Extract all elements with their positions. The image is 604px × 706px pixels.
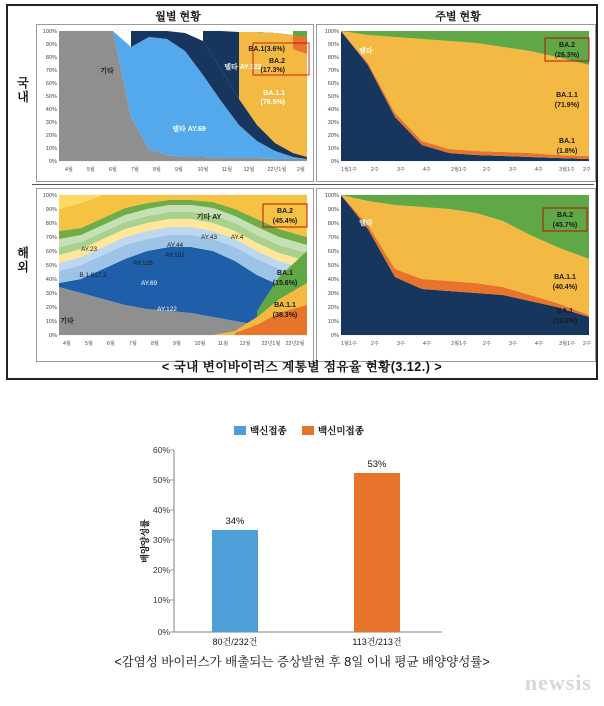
svg-text:(38.3%): (38.3%) — [272, 312, 298, 319]
variant-share-panel — [6, 4, 598, 380]
svg-text:BA.2: BA.2 — [559, 42, 575, 49]
svg-text:4주: 4주 — [423, 167, 431, 173]
svg-text:AY.44: AY.44 — [166, 242, 184, 249]
svg-text:90%: 90% — [327, 207, 339, 213]
svg-text:9월: 9월 — [173, 341, 181, 347]
svg-text:7월: 7월 — [131, 167, 139, 173]
svg-text:8월: 8월 — [151, 341, 159, 347]
svg-text:기타: 기타 — [60, 318, 74, 325]
svg-text:70%: 70% — [45, 68, 57, 74]
svg-text:BA.1.1: BA.1.1 — [556, 92, 578, 99]
svg-text:6월: 6월 — [107, 341, 115, 347]
svg-text:0%: 0% — [48, 159, 57, 165]
svg-text:60%: 60% — [152, 445, 170, 455]
svg-text:델타 AY.69: 델타 AY.69 — [172, 126, 206, 133]
svg-text:BA.2: BA.2 — [269, 58, 285, 65]
column-header-monthly: 월별 현황 — [138, 8, 218, 26]
svg-text:AY.126: AY.126 — [133, 260, 153, 267]
panel-divider — [32, 184, 594, 185]
svg-text:30%: 30% — [45, 120, 57, 126]
svg-text:기타: 기타 — [100, 68, 114, 75]
svg-text:델타: 델타 — [359, 220, 373, 227]
svg-text:12월: 12월 — [239, 341, 251, 347]
svg-text:30%: 30% — [327, 120, 339, 126]
svg-text:BA.1.1: BA.1.1 — [554, 274, 576, 281]
svg-text:4월: 4월 — [65, 167, 73, 173]
svg-text:20%: 20% — [45, 133, 57, 139]
svg-text:50%: 50% — [45, 94, 57, 100]
svg-text:AY.102: AY.102 — [165, 252, 185, 259]
svg-text:(17.3%): (17.3%) — [260, 67, 285, 74]
svg-text:델타: 델타 — [359, 48, 373, 55]
svg-text:10%: 10% — [327, 319, 339, 325]
svg-text:50%: 50% — [45, 263, 57, 269]
svg-text:10%: 10% — [327, 146, 339, 152]
watermark-text: newsis — [524, 670, 592, 695]
svg-text:BA.1: BA.1 — [277, 270, 293, 277]
svg-text:배양양성률: 배양양성률 — [140, 519, 150, 563]
svg-text:2주: 2주 — [483, 341, 491, 347]
svg-text:1월1주: 1월1주 — [341, 341, 357, 347]
svg-text:AY.23: AY.23 — [80, 246, 98, 253]
svg-text:BA.2: BA.2 — [557, 212, 573, 219]
svg-text:12월: 12월 — [243, 167, 255, 173]
svg-text:AY.43: AY.43 — [200, 234, 218, 241]
svg-text:3월1주: 3월1주 — [559, 167, 575, 173]
svg-text:B.1.617.2: B.1.617.2 — [79, 272, 107, 279]
svg-text:백신접종: 백신접종 — [250, 426, 287, 437]
svg-text:60%: 60% — [45, 249, 57, 255]
svg-text:AY.4: AY.4 — [230, 234, 244, 241]
row-label-overseas-text: 해외 — [17, 246, 29, 274]
svg-text:100%: 100% — [42, 29, 57, 35]
svg-text:(40.4%): (40.4%) — [552, 284, 578, 291]
svg-text:20%: 20% — [327, 133, 339, 139]
bottom-caption: <감염성 바이러스가 배출되는 증상발현 후 8일 이내 평균 배양양성률> — [114, 655, 490, 669]
svg-text:0%: 0% — [48, 333, 57, 339]
svg-text:0%: 0% — [157, 627, 170, 637]
svg-text:2주: 2주 — [483, 167, 491, 173]
chart-overseas-monthly — [36, 188, 314, 362]
svg-text:6월: 6월 — [109, 167, 117, 173]
svg-text:(1.8%): (1.8%) — [556, 148, 578, 155]
svg-text:20%: 20% — [45, 305, 57, 311]
svg-text:백신미접종: 백신미접종 — [318, 426, 364, 437]
svg-text:AY.122: AY.122 — [157, 306, 177, 313]
svg-text:4주: 4주 — [535, 341, 543, 347]
svg-text:11월: 11월 — [221, 167, 233, 173]
svg-text:10%: 10% — [45, 146, 57, 152]
svg-text:70%: 70% — [327, 68, 339, 74]
svg-text:2주: 2주 — [371, 167, 379, 173]
panel-caption: < 국내 변이바이러스 계통별 점유율 현황(3.12.) > — [161, 360, 443, 374]
svg-text:(71.9%): (71.9%) — [554, 102, 580, 109]
legend — [234, 425, 365, 437]
svg-text:(15.6%): (15.6%) — [272, 280, 298, 287]
svg-text:53%: 53% — [367, 459, 387, 470]
svg-text:AY.69: AY.69 — [140, 280, 158, 287]
svg-text:10월: 10월 — [197, 167, 209, 173]
svg-text:50%: 50% — [327, 94, 339, 100]
svg-text:22년1월: 22년1월 — [267, 167, 287, 173]
svg-text:40%: 40% — [327, 107, 339, 113]
svg-text:기타 AY: 기타 AY — [196, 214, 222, 221]
svg-text:10%: 10% — [152, 595, 170, 605]
svg-text:22년1월: 22년1월 — [261, 341, 281, 347]
svg-text:(26.3%): (26.3%) — [554, 52, 580, 59]
svg-text:70%: 70% — [45, 235, 57, 241]
svg-text:40%: 40% — [45, 107, 57, 113]
svg-text:80%: 80% — [327, 221, 339, 227]
svg-text:70%: 70% — [327, 235, 339, 241]
svg-text:60%: 60% — [327, 81, 339, 87]
watermark — [525, 670, 592, 696]
svg-text:10%: 10% — [45, 319, 57, 325]
chart-domestic-monthly — [36, 24, 314, 182]
svg-text:3월1주: 3월1주 — [559, 341, 575, 347]
svg-text:50%: 50% — [152, 475, 170, 485]
row-label-domestic-text: 국내 — [17, 76, 29, 104]
svg-text:3주: 3주 — [397, 341, 405, 347]
svg-text:BA.1.1: BA.1.1 — [263, 90, 285, 97]
svg-text:5월: 5월 — [85, 341, 93, 347]
svg-text:4월: 4월 — [63, 341, 71, 347]
svg-text:1월1주: 1월1주 — [341, 167, 357, 173]
svg-text:4주: 4주 — [423, 341, 431, 347]
svg-text:2월: 2월 — [297, 167, 305, 173]
svg-text:30%: 30% — [45, 291, 57, 297]
svg-text:델타 AY.122: 델타 AY.122 — [224, 64, 262, 71]
svg-text:(45.4%): (45.4%) — [272, 218, 298, 225]
svg-text:3주: 3주 — [397, 167, 405, 173]
svg-text:2월1주: 2월1주 — [451, 167, 467, 173]
chart-overseas-weekly — [316, 188, 596, 362]
row-label-overseas — [12, 246, 34, 274]
svg-text:2월1주: 2월1주 — [451, 341, 467, 347]
svg-text:2주: 2주 — [371, 341, 379, 347]
svg-text:(13.5%): (13.5%) — [552, 318, 578, 325]
svg-text:20%: 20% — [327, 305, 339, 311]
svg-text:(45.7%): (45.7%) — [552, 222, 578, 229]
svg-text:30%: 30% — [327, 291, 339, 297]
svg-text:22년2월: 22년2월 — [285, 341, 305, 347]
svg-text:90%: 90% — [45, 207, 57, 213]
svg-text:BA.1(3.6%): BA.1(3.6%) — [248, 46, 285, 53]
svg-text:0%: 0% — [330, 333, 339, 339]
chart-culture-positive-rate — [6, 404, 598, 654]
svg-text:90%: 90% — [327, 42, 339, 48]
svg-text:100%: 100% — [324, 193, 339, 199]
svg-text:BA.1: BA.1 — [557, 308, 573, 315]
svg-text:11월: 11월 — [217, 341, 229, 347]
svg-text:8월: 8월 — [153, 167, 161, 173]
svg-text:90%: 90% — [45, 42, 57, 48]
svg-text:80건/232건: 80건/232건 — [212, 637, 258, 647]
svg-text:10월: 10월 — [194, 341, 206, 347]
svg-text:9월: 9월 — [175, 167, 183, 173]
svg-text:50%: 50% — [327, 263, 339, 269]
svg-text:80%: 80% — [45, 55, 57, 61]
svg-text:0%: 0% — [330, 159, 339, 165]
svg-text:(78.5%): (78.5%) — [260, 99, 285, 106]
svg-text:7월: 7월 — [129, 341, 137, 347]
svg-text:BA.1: BA.1 — [559, 138, 575, 145]
svg-text:113건/213건: 113건/213건 — [352, 637, 402, 647]
svg-text:40%: 40% — [45, 277, 57, 283]
svg-text:BA.2: BA.2 — [277, 208, 293, 215]
svg-text:100%: 100% — [42, 193, 57, 199]
svg-text:20%: 20% — [152, 565, 170, 575]
svg-text:60%: 60% — [327, 249, 339, 255]
svg-text:60%: 60% — [45, 81, 57, 87]
svg-text:100%: 100% — [324, 29, 339, 35]
svg-text:5월: 5월 — [87, 167, 95, 173]
row-label-domestic — [12, 76, 34, 104]
svg-text:34%: 34% — [225, 516, 245, 527]
svg-text:30%: 30% — [152, 535, 170, 545]
svg-text:80%: 80% — [45, 221, 57, 227]
column-headers — [8, 6, 596, 24]
svg-text:4주: 4주 — [535, 167, 543, 173]
svg-text:40%: 40% — [327, 277, 339, 283]
chart-domestic-weekly — [316, 24, 596, 182]
column-header-weekly: 주별 현황 — [418, 8, 498, 26]
svg-text:80%: 80% — [327, 55, 339, 61]
svg-text:40%: 40% — [152, 505, 170, 515]
svg-text:3주: 3주 — [509, 167, 517, 173]
svg-text:2주: 2주 — [583, 167, 591, 173]
svg-text:BA.1.1: BA.1.1 — [274, 302, 296, 309]
svg-text:2주: 2주 — [583, 341, 591, 347]
svg-text:3주: 3주 — [509, 341, 517, 347]
